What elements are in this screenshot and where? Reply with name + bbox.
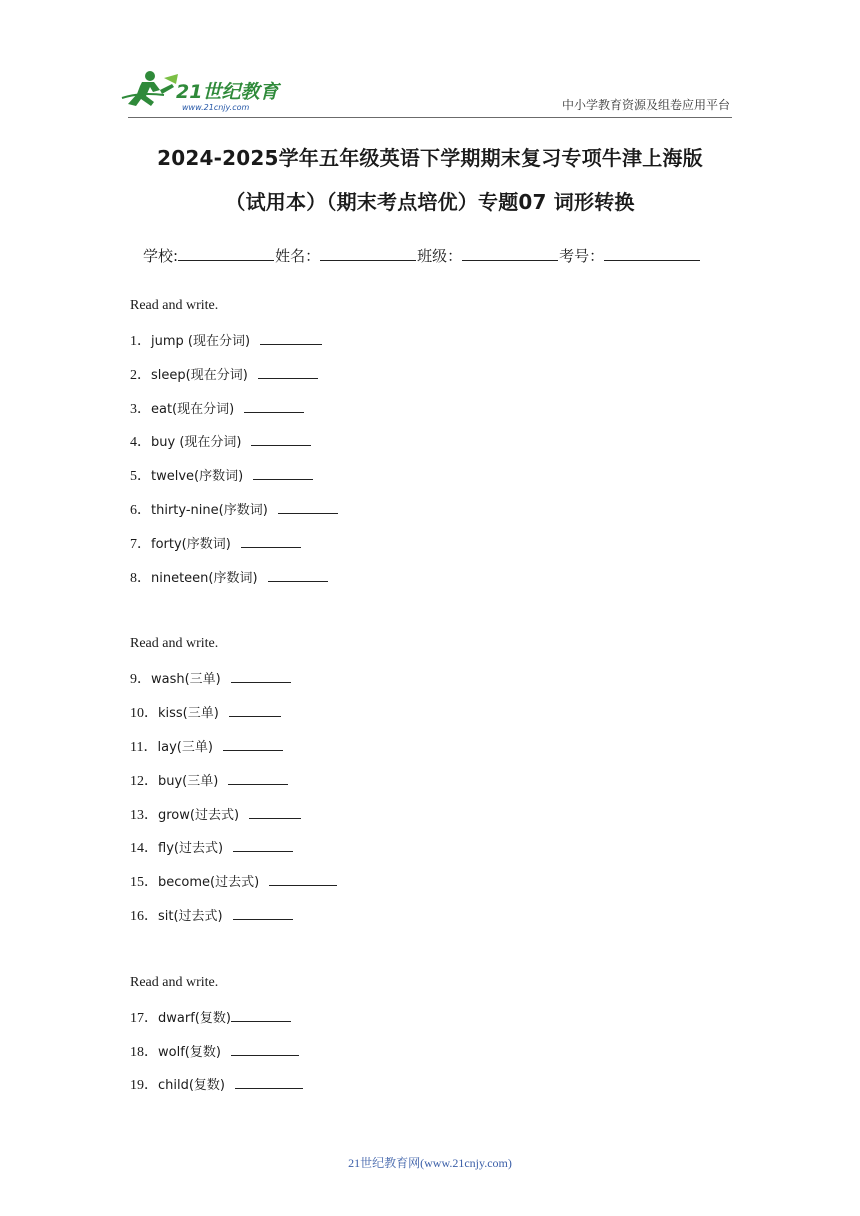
question-text: sleep(现在分词) <box>151 367 248 383</box>
page-title-line-2: （试用本）（期末考点培优）专题07 词形转换 <box>225 190 635 214</box>
school-label: 学校: <box>143 247 179 265</box>
question-item <box>130 837 730 871</box>
question-number: 7． <box>130 536 151 552</box>
page-title-line-1: 2024-2025学年五年级英语下学期期末复习专项牛津上海版 <box>157 146 703 170</box>
logo-icon <box>120 68 290 114</box>
answer-blank[interactable] <box>231 1007 291 1022</box>
answer-blank[interactable] <box>228 770 288 785</box>
question-item <box>130 1007 730 1041</box>
question-text: lay(三单) <box>157 739 213 755</box>
question-number: 2． <box>130 367 151 383</box>
question-text: twelve(序数词) <box>151 469 244 485</box>
section-heading: Read and write. <box>130 636 219 652</box>
question-number: 9． <box>130 672 151 688</box>
question-item <box>130 465 730 499</box>
class-field[interactable] <box>462 244 558 261</box>
question-number: 15． <box>130 875 158 891</box>
section-gap <box>130 600 730 634</box>
question-item <box>130 871 730 905</box>
question-item <box>130 770 730 804</box>
answer-blank[interactable] <box>249 804 301 819</box>
question-item <box>130 364 730 398</box>
answer-blank[interactable] <box>233 837 293 852</box>
question-number: 11． <box>130 739 158 755</box>
question-text: sit(过去式) <box>158 908 223 924</box>
platform-name: 中小学教育资源及组卷应用平台 <box>561 98 730 112</box>
question-text: wolf(复数) <box>158 1044 221 1060</box>
question-number: 19． <box>130 1078 158 1094</box>
question-number: 3． <box>130 401 151 417</box>
svg-text:www.21cnjy.com: www.21cnjy.com <box>182 103 250 112</box>
exercise-content <box>130 296 730 1108</box>
question-item <box>130 499 730 533</box>
question-number: 16． <box>130 908 158 924</box>
svg-text:21世纪教育: 21世纪教育 <box>176 81 279 103</box>
question-text: become(过去式) <box>158 875 260 891</box>
section-heading: Read and write. <box>130 974 219 990</box>
question-text: jump (现在分词) <box>151 334 251 349</box>
exam-no-field[interactable] <box>604 244 700 261</box>
question-number: 17． <box>130 1010 158 1026</box>
exam-no-label: 考号： <box>559 247 605 265</box>
question-text: thirty-nine(序数词) <box>151 502 268 518</box>
name-field[interactable] <box>320 244 416 261</box>
answer-blank[interactable] <box>231 668 291 683</box>
answer-blank[interactable] <box>241 533 301 548</box>
question-number: 12． <box>130 773 158 789</box>
question-text: buy(三单) <box>158 773 219 789</box>
answer-blank[interactable] <box>223 736 283 751</box>
answer-blank[interactable] <box>258 364 318 379</box>
name-label: 姓名： <box>275 247 321 265</box>
question-number: 14． <box>130 841 158 857</box>
question-item <box>130 398 730 432</box>
answer-blank[interactable] <box>229 702 281 717</box>
section-gap <box>130 939 730 973</box>
question-number: 10． <box>130 706 158 722</box>
question-text: forty(序数词) <box>151 536 231 552</box>
question-text: grow(过去式) <box>158 807 240 823</box>
question-number: 13． <box>130 807 158 823</box>
question-item <box>130 431 730 465</box>
question-text: wash(三单) <box>151 672 221 688</box>
answer-blank[interactable] <box>251 431 311 446</box>
question-item <box>130 330 730 364</box>
answer-blank[interactable] <box>235 1074 303 1089</box>
answer-blank[interactable] <box>244 398 304 413</box>
question-item <box>130 668 730 702</box>
class-label: 班级： <box>417 247 463 265</box>
answer-blank[interactable] <box>268 567 328 582</box>
question-text: eat(现在分词) <box>151 401 235 417</box>
student-info-row <box>143 244 701 266</box>
question-number: 18． <box>130 1044 158 1060</box>
question-text: buy (现在分词) <box>151 435 242 451</box>
school-field[interactable] <box>178 244 274 261</box>
question-text: nineteen(序数词) <box>151 570 258 586</box>
question-number: 4． <box>130 435 151 451</box>
question-number: 8． <box>130 570 151 586</box>
answer-blank[interactable] <box>260 330 322 345</box>
question-item <box>130 736 730 770</box>
question-number: 1． <box>130 334 151 349</box>
question-text: kiss(三单) <box>158 706 219 722</box>
question-item <box>130 1041 730 1075</box>
question-number: 6． <box>130 502 151 518</box>
answer-blank[interactable] <box>278 499 338 514</box>
logo <box>120 68 290 114</box>
answer-blank[interactable] <box>233 905 293 920</box>
answer-blank[interactable] <box>253 465 313 480</box>
question-item <box>130 804 730 838</box>
answer-blank[interactable] <box>269 871 337 886</box>
question-item <box>130 1074 730 1108</box>
header-divider <box>128 117 732 118</box>
question-text: fly(过去式) <box>158 841 224 857</box>
question-text: child(复数) <box>158 1078 226 1094</box>
page-header <box>0 0 860 120</box>
answer-blank[interactable] <box>231 1041 299 1056</box>
question-number: 5． <box>130 469 151 485</box>
page-footer[interactable]: 21世纪教育网(www.21cnjy.com) <box>348 1156 512 1170</box>
question-text: dwarf(复数) <box>158 1010 231 1026</box>
question-item <box>130 567 730 601</box>
section-heading: Read and write. <box>130 298 219 313</box>
question-item <box>130 702 730 736</box>
question-item <box>130 533 730 567</box>
question-item <box>130 905 730 939</box>
